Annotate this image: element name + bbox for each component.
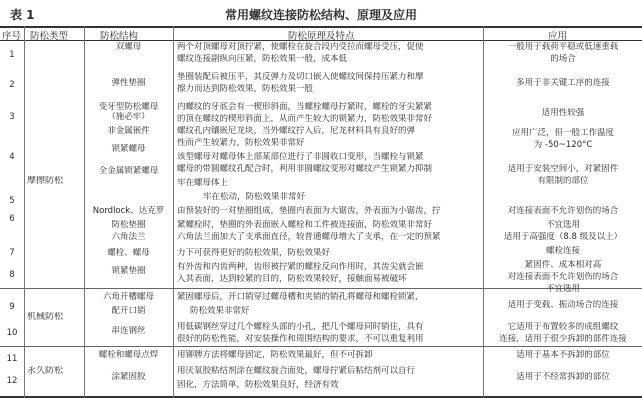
structure-10: 串连钢丝 [111, 326, 146, 336]
row-no-4: 4 [9, 152, 15, 162]
category-permanent: 永久防松 [27, 366, 64, 376]
principle-12a: 用厌氧胶粘结剂涂在螺纹旋合面处，螺母拧紧后粘结剂可以自行 [177, 366, 416, 376]
structure-3c: 非金属嵌件 [107, 126, 150, 136]
table-title-bar [0, 4, 642, 22]
structure-2: 弹性垫圈 [111, 78, 146, 88]
structure-3a: 变牙型防松螺母 [98, 102, 159, 112]
row-no-5: 5 [9, 196, 15, 206]
table-label: 表 1 [10, 8, 35, 22]
principle-4d: 牢在螺母体上 [177, 178, 229, 188]
application-11: 适用于基本不拆卸的部位 [516, 350, 610, 360]
principle-4c: 螺母的带圆螺纹孔配合时，利用非圆螺纹变形对螺纹产生锁紧力抑制 [177, 164, 433, 174]
structure-1: 双螺母 [115, 42, 142, 52]
structure-9a: 六角开槽螺母 [102, 292, 154, 302]
application-4a: 适用于安装空间小，对紧固件 [507, 164, 619, 174]
principle-3b: 的顶在螺纹的楔形斜面上，从而产生较大的锁紧力，防松效果非常好 [177, 114, 433, 124]
structure-4a: 锁紧螺母 [111, 144, 146, 154]
structure-12: 涂紧固胶 [111, 372, 146, 382]
col-divider-1 [24, 26, 25, 398]
application-9: 适用于变载、振动场合的连接 [507, 300, 619, 310]
application-6c: 适用于高强度（8.8 级及以上） [503, 232, 623, 242]
principle-5: 牢在松动，防松效果非常好 [203, 192, 306, 202]
application-1a: 一般用于载荷平稳或低速重载 [507, 42, 619, 52]
principle-4a: 性而产生较紧力，防松效果非常好 [177, 138, 305, 148]
application-2: 多用于非关键工序的连接 [516, 78, 610, 88]
principle-8a: 有外齿和内齿两种，齿形被拧紧的螺栓反向作用时，其齿尖就会嵌 [177, 262, 424, 272]
row-no-1: 1 [9, 50, 15, 60]
structure-6b: 防松垫圈 [111, 220, 146, 230]
principle-9b: 防松效果非常好 [190, 306, 250, 316]
header-structure: 防松结构 [100, 31, 139, 42]
structure-9b: 配开口销 [111, 306, 146, 316]
principle-10b: 很好的防松性能，对安装操作和周围结构的要求，不可以重复利用 [177, 334, 424, 344]
application-4b: 有限制的部位 [537, 176, 589, 186]
bottom-rule [0, 396, 642, 398]
principle-2a: 垫圈装配后被压平，其反弹力及切口嵌入使螺纹间保持压紧力和摩 [177, 72, 424, 82]
principle-2b: 擦力而达到防松效果，防松效果一般 [177, 84, 314, 94]
principle-1a: 两个对顶螺母对顶拧紧，使螺栓在旋合段内受拉而螺母受压，促使 [177, 42, 424, 52]
principle-3c: 螺纹孔内镶嵌尼龙块，当外螺纹拧入后，尼龙材料具有良好的弹 [177, 126, 416, 136]
principle-9a: 紧固螺母后，开口销穿过螺母槽和夹销的销孔将螺母和螺栓锁紧， [177, 292, 424, 302]
application-3b: 应用广泛，但一般工作温度 [511, 128, 614, 138]
col-divider-3 [173, 26, 174, 398]
application-8b: 对连接表面不允许划伤的场合 [507, 272, 619, 282]
application-7: 螺栓连接 [545, 246, 580, 256]
row-no-7: 7 [9, 248, 15, 258]
principle-6c: 六角法兰面加大了支承面直径，较普通螺母增大了支承，在一定的预紧 [177, 232, 441, 242]
header-application: 应用 [548, 31, 568, 42]
application-3c: 为 -50~120°C [533, 140, 593, 150]
principle-6a: 由预装好的一对垫圈组成，垫圈内表面为大锯齿，外表面为小锯齿，拧 [177, 206, 441, 216]
application-8a: 紧固件、成本相对高 [524, 260, 602, 270]
principle-10a: 用低碳钢丝穿过几个螺栓头部的小孔，把几个螺母同时销住，具有 [177, 322, 424, 332]
row-no-10: 10 [6, 328, 18, 338]
application-12: 适用于不经常拆卸的部位 [516, 372, 610, 382]
table-title: 常用螺纹连接防松结构、原理及应用 [224, 8, 417, 22]
application-6a: 对连接表面不允许划伤的场合 [507, 206, 619, 216]
row-no-3: 3 [9, 112, 15, 122]
application-6b: 不宜选用 [545, 220, 580, 230]
row-no-11: 11 [6, 354, 18, 364]
application-8c: 不宜选用 [545, 284, 580, 294]
header-principle: 防松原理及特点 [288, 31, 355, 42]
row-no-6: 6 [9, 214, 15, 224]
structure-11: 螺栓和螺母点焊 [98, 350, 159, 360]
row-no-2: 2 [9, 80, 15, 90]
structure-8: 锁紧垫圈 [111, 266, 146, 276]
header-type: 防松类型 [30, 31, 69, 42]
application-1b: 的场合 [550, 54, 576, 64]
principle-8b: 入其表面，达到较紧的目的，防松效果较好，接触面易被破坏 [177, 274, 407, 284]
structure-6a: Nordlock、达克罗 [92, 206, 165, 216]
row-no-12: 12 [6, 376, 18, 386]
application-3a: 适用性较强 [541, 108, 585, 118]
category-mechanical: 机械防松 [27, 312, 64, 322]
structure-4b: 全金属锁紧螺母 [98, 166, 159, 176]
principle-11: 用铆牌方法将螺母固定，防松效果最好，但不可拆卸 [177, 350, 373, 360]
principle-4b: 该型螺母对螺母体上部某部位进行了非圆收口变形，当螺栓与锁紧 [177, 152, 424, 162]
structure-3b: （施必牢） [107, 112, 150, 122]
group-rule-2 [0, 346, 642, 347]
header-no: 序号 [2, 31, 22, 42]
principle-6b: 紧螺栓时，垫圈的外表面嵌入螺栓和工件被连接面，防松效果非常好 [177, 220, 433, 230]
principle-1b: 螺纹连接副纵向压紧，防松效果一般，成本低 [177, 54, 348, 64]
row-no-9: 9 [9, 302, 15, 312]
structure-6c: 六角法兰 [111, 232, 146, 242]
application-10a: 它适用于布置较多的成组螺纹 [507, 322, 619, 332]
application-10b: 连接，适用于很少拆卸的部件连接 [499, 334, 627, 344]
principle-12b: 固化，方法简单，防松效果良好，经济有效 [177, 380, 339, 390]
anti-loosening-table [0, 26, 642, 398]
structure-7: 螺栓、螺母 [107, 248, 150, 258]
row-no-8: 8 [9, 270, 15, 280]
principle-3a: 内螺纹的牙底会有一楔形斜面，当螺栓螺母拧紧时，螺栓的牙尖紧紧 [177, 102, 433, 112]
principle-7: 力下可获得更好的防松效果，防松效果好 [177, 248, 331, 258]
category-friction: 摩擦防松 [27, 176, 64, 186]
